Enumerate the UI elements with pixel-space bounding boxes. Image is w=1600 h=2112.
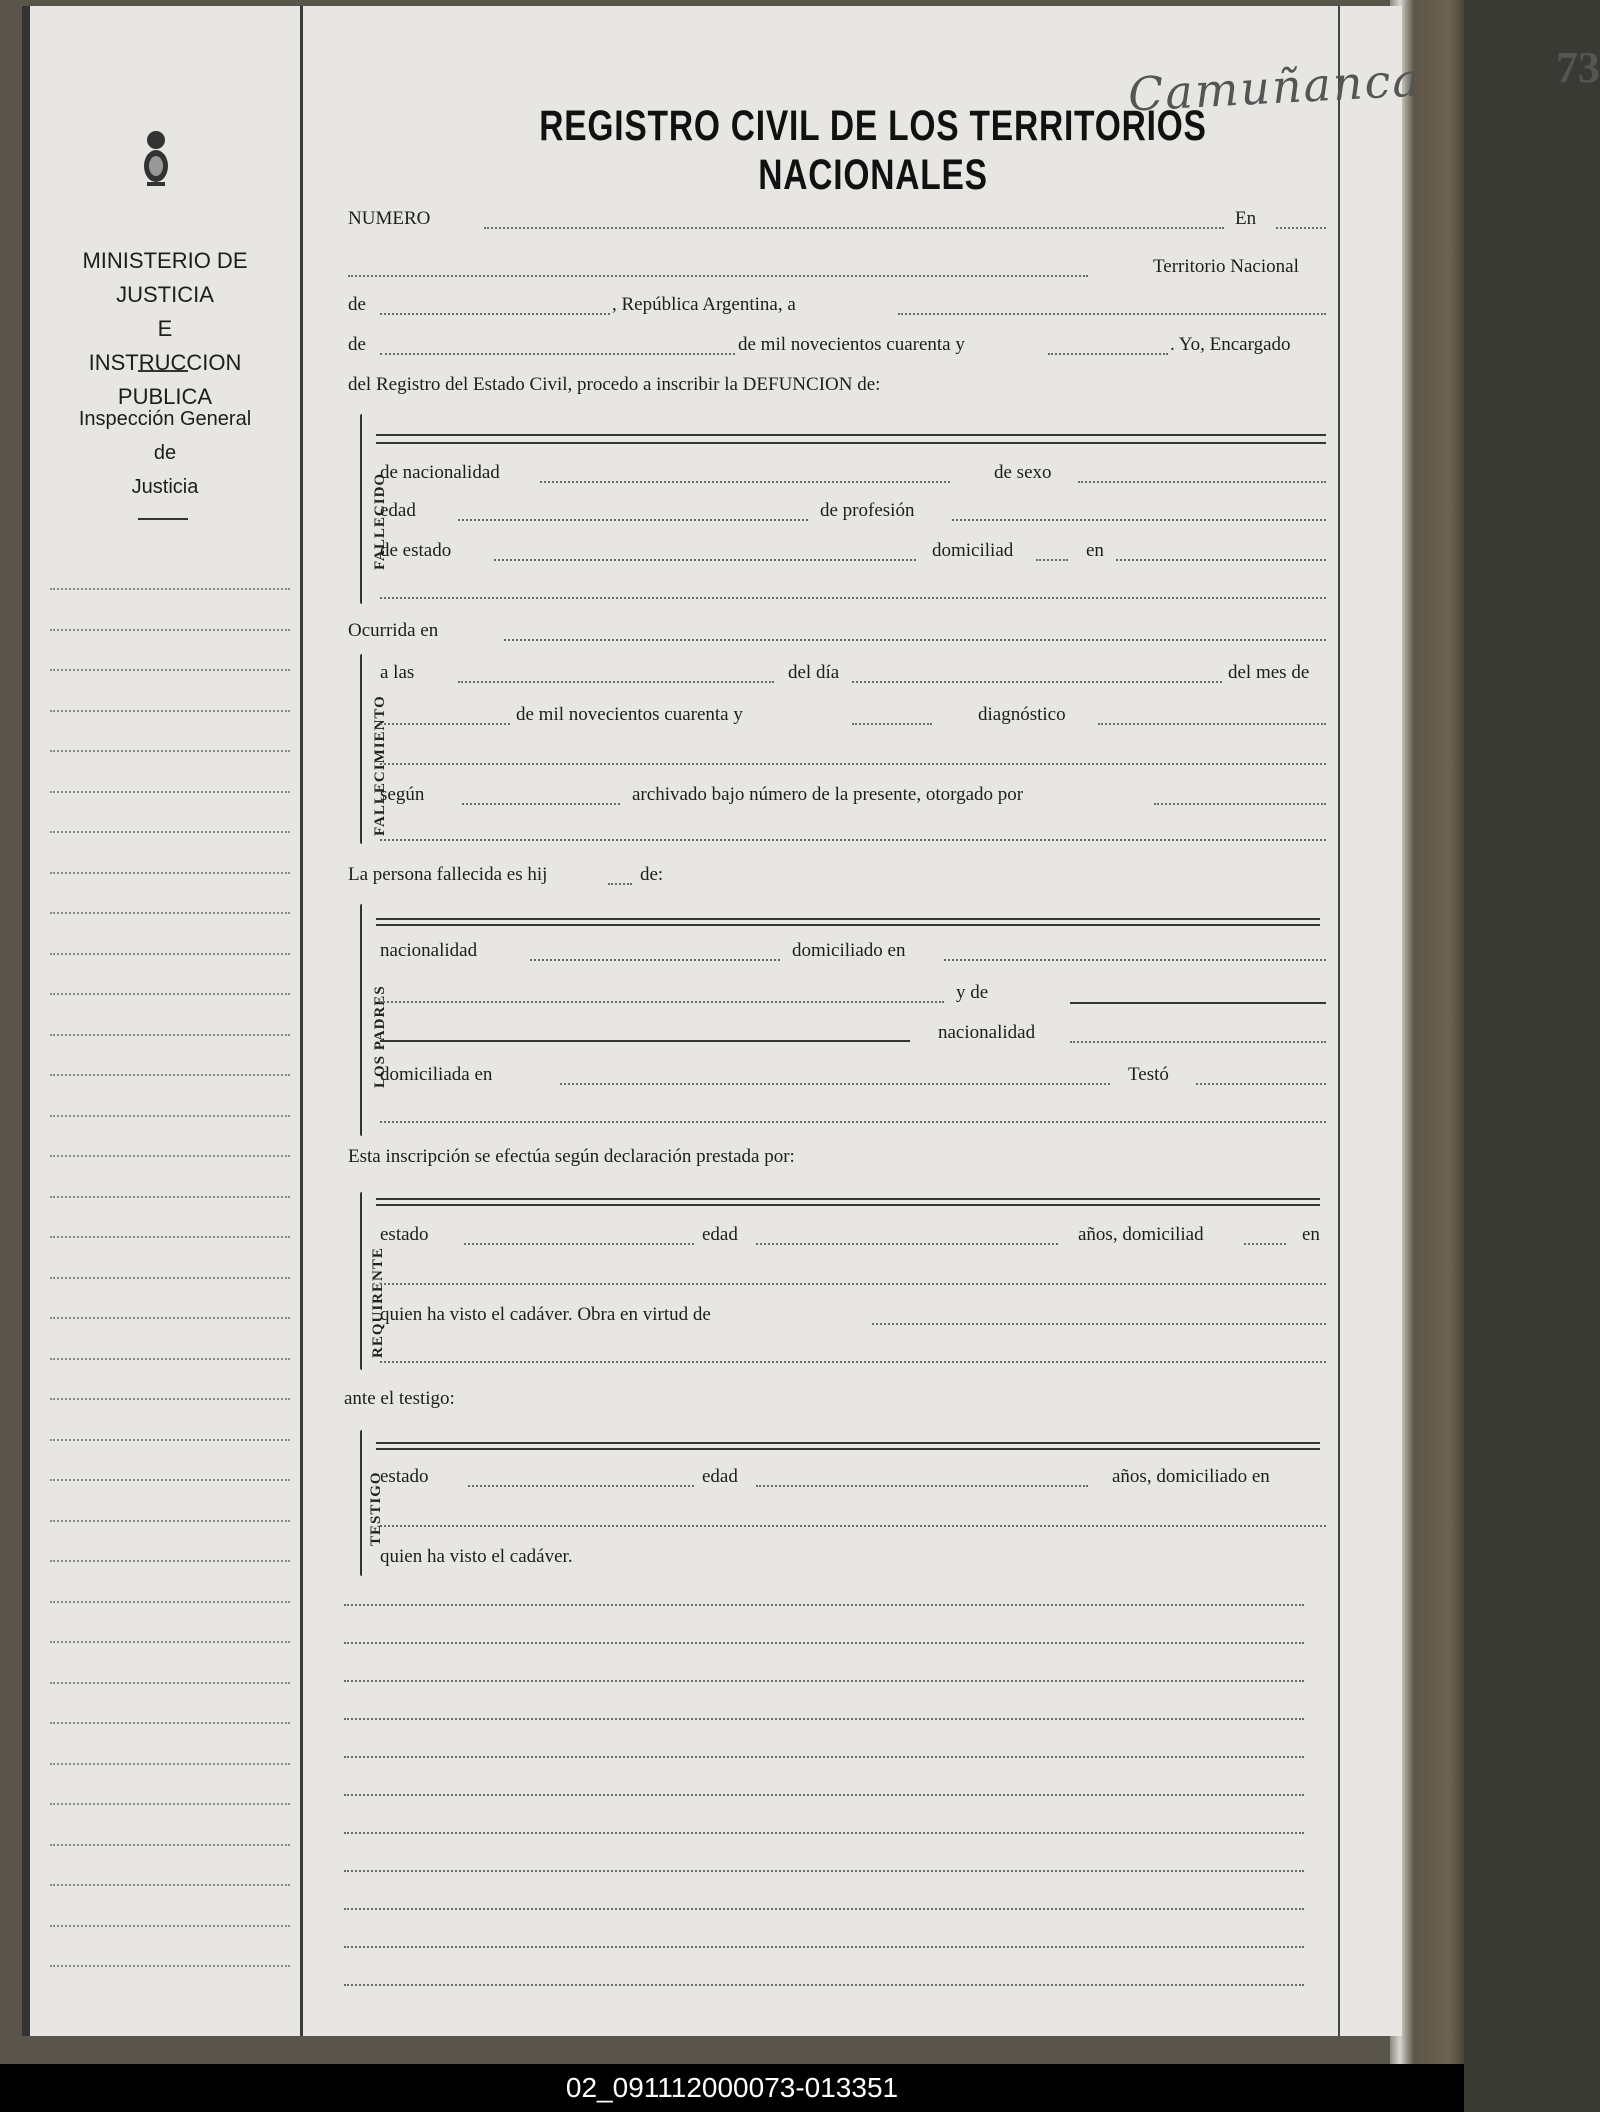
year-field[interactable] (852, 723, 932, 725)
edad-line (308, 500, 1328, 526)
a-las-label: a las (380, 662, 415, 683)
padres-label: LOS PADRES (372, 985, 388, 1088)
ministry-line-2: E (157, 316, 173, 341)
stub-ruled-line[interactable] (50, 1925, 290, 1927)
virtud-field[interactable] (872, 1323, 1326, 1325)
diagnostico-field-2[interactable] (380, 763, 1326, 765)
edad-label: edad (702, 1224, 738, 1245)
sexo-label: de sexo (994, 462, 1052, 483)
territorio-field[interactable] (348, 275, 1088, 277)
ministry-name (50, 244, 280, 414)
declaracion-label: Esta inscripción se efectúa según declaración prestada por: (348, 1146, 795, 1167)
stub-ruled-line[interactable] (50, 1479, 290, 1481)
del-dia-label: del día (788, 662, 840, 683)
madre-name-line-2[interactable] (380, 1040, 910, 1042)
otorgado-field[interactable] (1154, 803, 1326, 805)
stub-ruled-line[interactable] (50, 1884, 290, 1886)
otorgado-line-2 (308, 820, 1328, 846)
domicilio-line-2 (308, 578, 1328, 604)
office-line-1: Inspección General (78, 408, 252, 430)
en-label: en (1302, 1224, 1320, 1245)
profesion-field[interactable] (952, 519, 1326, 521)
sexo-field[interactable] (1078, 481, 1326, 483)
stub-ruled-line[interactable] (50, 872, 290, 874)
stub-ruled-line[interactable] (50, 953, 290, 955)
stub-ruled-line[interactable] (50, 1196, 290, 1198)
fecha-field[interactable] (898, 313, 1326, 315)
fallecido-label: FALLECIDO (372, 472, 388, 570)
testo-field[interactable] (1196, 1083, 1326, 1085)
numero-label: NUMERO (348, 208, 431, 229)
notes-ruled-line[interactable] (344, 1756, 1304, 1758)
ocurrida-field[interactable] (504, 639, 1326, 641)
territorio-label: Territorio Nacional (1153, 256, 1299, 277)
virtud-field-2[interactable] (380, 1361, 1326, 1363)
stub-ruled-line[interactable] (50, 912, 290, 914)
fallecido-name-line (376, 442, 1326, 444)
stub-ruled-line[interactable] (50, 1763, 290, 1765)
testigo-estado-line (308, 1466, 1328, 1492)
stub-column (30, 6, 303, 2036)
testigo-domicilio-field[interactable] (380, 1525, 1326, 1527)
requirente-domicilio-field[interactable] (380, 1283, 1326, 1285)
testigo-estado-field[interactable] (468, 1485, 694, 1487)
requirente-edad-field[interactable] (756, 1243, 1058, 1245)
edad-label: edad (380, 500, 416, 521)
madre-domicilio-line-2 (308, 1102, 1328, 1128)
anio-line (308, 704, 1328, 730)
domiciliado-label: domiciliado en (792, 940, 906, 961)
estado-field[interactable] (494, 559, 916, 561)
stub-ruled-line[interactable] (50, 1317, 290, 1319)
republica-label: , República Argentina, a (612, 294, 796, 315)
stub-ruled-line[interactable] (50, 1722, 290, 1724)
domicilio-field[interactable] (1116, 559, 1326, 561)
ministry-line-3: INSTRUCCION PUBLICA (88, 350, 242, 409)
testigo-label: TESTIGO (368, 1471, 384, 1546)
form-body (308, 6, 1600, 2036)
y-de-label: y de (956, 982, 989, 1003)
page-number: 73 (1556, 43, 1600, 92)
stub-ruled-line[interactable] (50, 1601, 290, 1603)
testigo-intro-line (308, 1388, 1328, 1414)
stub-ruled-line[interactable] (50, 588, 290, 590)
padre-name-line (376, 918, 1320, 920)
notes-ruled-line[interactable] (344, 1946, 1304, 1948)
madre-domicilio-field[interactable] (560, 1083, 1110, 1085)
requirente-intro-line (308, 1146, 1328, 1172)
segun-line (308, 784, 1328, 810)
dia-field[interactable] (852, 681, 1222, 683)
madre-nacionalidad-field[interactable] (1070, 1041, 1326, 1043)
stub-ruled-line[interactable] (50, 669, 290, 671)
stub-ruled-line[interactable] (50, 1682, 290, 1684)
padre-domicilio-field-2[interactable] (380, 1001, 944, 1003)
mes-field[interactable] (380, 723, 510, 725)
office-line-2: de (153, 442, 177, 464)
de-field[interactable] (380, 313, 610, 315)
form-title: REGISTRO CIVIL DE LOS TERRITORIOS NACIONALES (539, 102, 1207, 199)
mil-label: de mil novecientos cuarenta y (738, 334, 965, 355)
madre-domicilio-field-2[interactable] (380, 1121, 1326, 1123)
madre-nacionalidad-line (308, 1022, 1328, 1048)
registro-label: del Registro del Estado Civil, procedo a inscribir la DEFUNCION de: (348, 374, 881, 395)
numero-field[interactable] (484, 227, 1224, 229)
stub-ruled-line[interactable] (50, 1803, 290, 1805)
image-identifier: 02_091112000073-013351 (0, 2064, 1464, 2112)
stub-ruled-line[interactable] (50, 1398, 290, 1400)
numero-line (308, 208, 1328, 234)
padre-nacionalidad-field[interactable] (530, 959, 780, 961)
en-field[interactable] (1276, 227, 1326, 229)
estado-label: de estado (380, 540, 452, 561)
mil-line (308, 334, 1328, 360)
notes-ruled-line[interactable] (344, 1908, 1304, 1910)
diagnostico-line-2 (308, 744, 1328, 770)
stub-rule (138, 518, 188, 520)
notes-ruled-line[interactable] (344, 1794, 1304, 1796)
stub-ruled-line[interactable] (50, 1439, 290, 1441)
anos-domiciliad-label: años, domiciliad (1078, 1224, 1204, 1245)
notes-ruled-line[interactable] (344, 1718, 1304, 1720)
nacionalidad-label: nacionalidad (938, 1022, 1036, 1043)
segun-field[interactable] (462, 803, 620, 805)
requirente-name-line (376, 1204, 1320, 1206)
year-field[interactable] (1048, 353, 1168, 355)
encargado-label: . Yo, Encargado (1170, 334, 1291, 355)
otorgado-field-2[interactable] (380, 839, 1326, 841)
office-line-3: Justicia (131, 476, 199, 498)
hora-field[interactable] (458, 681, 774, 683)
madre-line (308, 982, 1328, 1008)
en-label: en (1086, 540, 1104, 561)
hij-suffix-field[interactable] (608, 883, 632, 885)
obra-en-virtud-label: quien ha visto el cadáver. Obra en virtud de (380, 1304, 711, 1325)
handwritten-annotation: Camuñanca (1126, 52, 1423, 122)
notes-ruled-line[interactable] (344, 1604, 1304, 1606)
domiciliad-suffix[interactable] (1036, 559, 1068, 561)
domiciliad-label: domiciliad (932, 540, 1014, 561)
requirente-name-line (376, 1198, 1320, 1200)
estado-label: estado (380, 1224, 429, 1245)
segun-label: según (380, 784, 425, 805)
notes-ruled-line[interactable] (344, 1984, 1304, 1986)
edad-field[interactable] (458, 519, 808, 521)
stub-ruled-line[interactable] (50, 1520, 290, 1522)
de-label: de (348, 334, 366, 355)
stub-ruled-line[interactable] (50, 993, 290, 995)
ante-testigo-label: ante el testigo: (344, 1388, 455, 1409)
coat-of-arms-icon (142, 128, 170, 188)
nacionalidad-label: de nacionalidad (380, 462, 500, 483)
nacionalidad-field[interactable] (540, 481, 950, 483)
requirente-domicilio-line (308, 1264, 1328, 1290)
ocurrida-line (308, 620, 1328, 646)
anos-domiciliado-label: años, domiciliado en (1112, 1466, 1270, 1487)
stub-ruled-line[interactable] (50, 791, 290, 793)
testigo-visto-line (308, 1546, 1328, 1572)
profesion-label: de profesión (820, 500, 915, 521)
ocurrida-label: Ocurrida en (348, 620, 439, 641)
mes-field[interactable] (380, 353, 735, 355)
hora-line (308, 662, 1328, 688)
fallecimiento-label: FALLECIMIENTO (372, 695, 388, 836)
republica-line (308, 294, 1328, 320)
padre-name-line (376, 924, 1320, 926)
mil-label: de mil novecientos cuarenta y (516, 704, 743, 725)
nacionalidad-label: nacionalidad (380, 940, 478, 961)
testigo-name-line (376, 1442, 1320, 1444)
domiciliad-suffix[interactable] (1244, 1243, 1286, 1245)
form-page (22, 6, 1600, 2036)
stub-ruled-line[interactable] (50, 1641, 290, 1643)
edad-label: edad (702, 1466, 738, 1487)
domiciliada-label: domiciliada en (380, 1064, 493, 1085)
stub-ruled-line[interactable] (50, 831, 290, 833)
registro-line (308, 374, 1328, 400)
testigo-edad-field[interactable] (756, 1485, 1088, 1487)
stub-ruled-line[interactable] (50, 1236, 290, 1238)
hij-label: La persona fallecida es hij (348, 864, 548, 885)
stub-ruled-line[interactable] (50, 750, 290, 752)
domicilio-field-2[interactable] (380, 597, 1326, 599)
archivado-label: archivado bajo número de la presente, otorgado por (632, 784, 1024, 805)
office-name (50, 402, 280, 504)
padres-intro-line (308, 864, 1328, 890)
del-mes-label: del mes de (1228, 662, 1310, 683)
padre-domicilio-field[interactable] (944, 959, 1326, 961)
de-label: de (348, 294, 366, 315)
stub-ruled-line[interactable] (50, 1844, 290, 1846)
stub-ruled-line[interactable] (50, 1277, 290, 1279)
territorio-line (308, 256, 1328, 282)
notes-ruled-line[interactable] (344, 1832, 1304, 1834)
testigo-name-line (376, 1448, 1320, 1450)
stub-ruled-line[interactable] (50, 710, 290, 712)
stub-ruled-line[interactable] (50, 629, 290, 631)
virtud-line-2 (308, 1342, 1328, 1368)
stub-ruled-line[interactable] (50, 1034, 290, 1036)
stub-ruled-line[interactable] (50, 1358, 290, 1360)
requirente-label: REQUIRENTE (370, 1247, 386, 1358)
estado-label: estado (380, 1466, 429, 1487)
diagnostico-label: diagnóstico (978, 704, 1066, 725)
fallecido-name-line (376, 434, 1326, 436)
stub-rule (138, 370, 188, 372)
notes-ruled-line[interactable] (344, 1642, 1304, 1644)
requirente-estado-line (308, 1224, 1328, 1250)
notes-ruled-line[interactable] (344, 1680, 1304, 1682)
madre-domicilio-line (308, 1064, 1328, 1090)
ministry-line-1: MINISTERIO DE JUSTICIA (82, 248, 248, 307)
de-label: de: (640, 864, 664, 885)
testigo-domicilio-line (308, 1506, 1328, 1532)
testo-label: Testó (1128, 1064, 1169, 1085)
requirente-estado-field[interactable] (464, 1243, 694, 1245)
estado-line (308, 540, 1328, 566)
stub-ruled-line[interactable] (50, 1965, 290, 1967)
en-label: En (1235, 208, 1257, 229)
cadaver-label: quien ha visto el cadáver. (380, 1546, 573, 1567)
requirente-visto-line (308, 1304, 1328, 1330)
nacionalidad-line (308, 462, 1328, 488)
stub-ruled-line[interactable] (50, 1560, 290, 1562)
madre-name-line[interactable] (1070, 1002, 1326, 1004)
stub-ruled-line[interactable] (50, 1155, 290, 1157)
diagnostico-field[interactable] (1098, 723, 1326, 725)
padre-nacionalidad-line (308, 940, 1328, 966)
stub-ruled-line[interactable] (50, 1074, 290, 1076)
stub-ruled-line[interactable] (50, 1115, 290, 1117)
notes-ruled-line[interactable] (344, 1870, 1304, 1872)
